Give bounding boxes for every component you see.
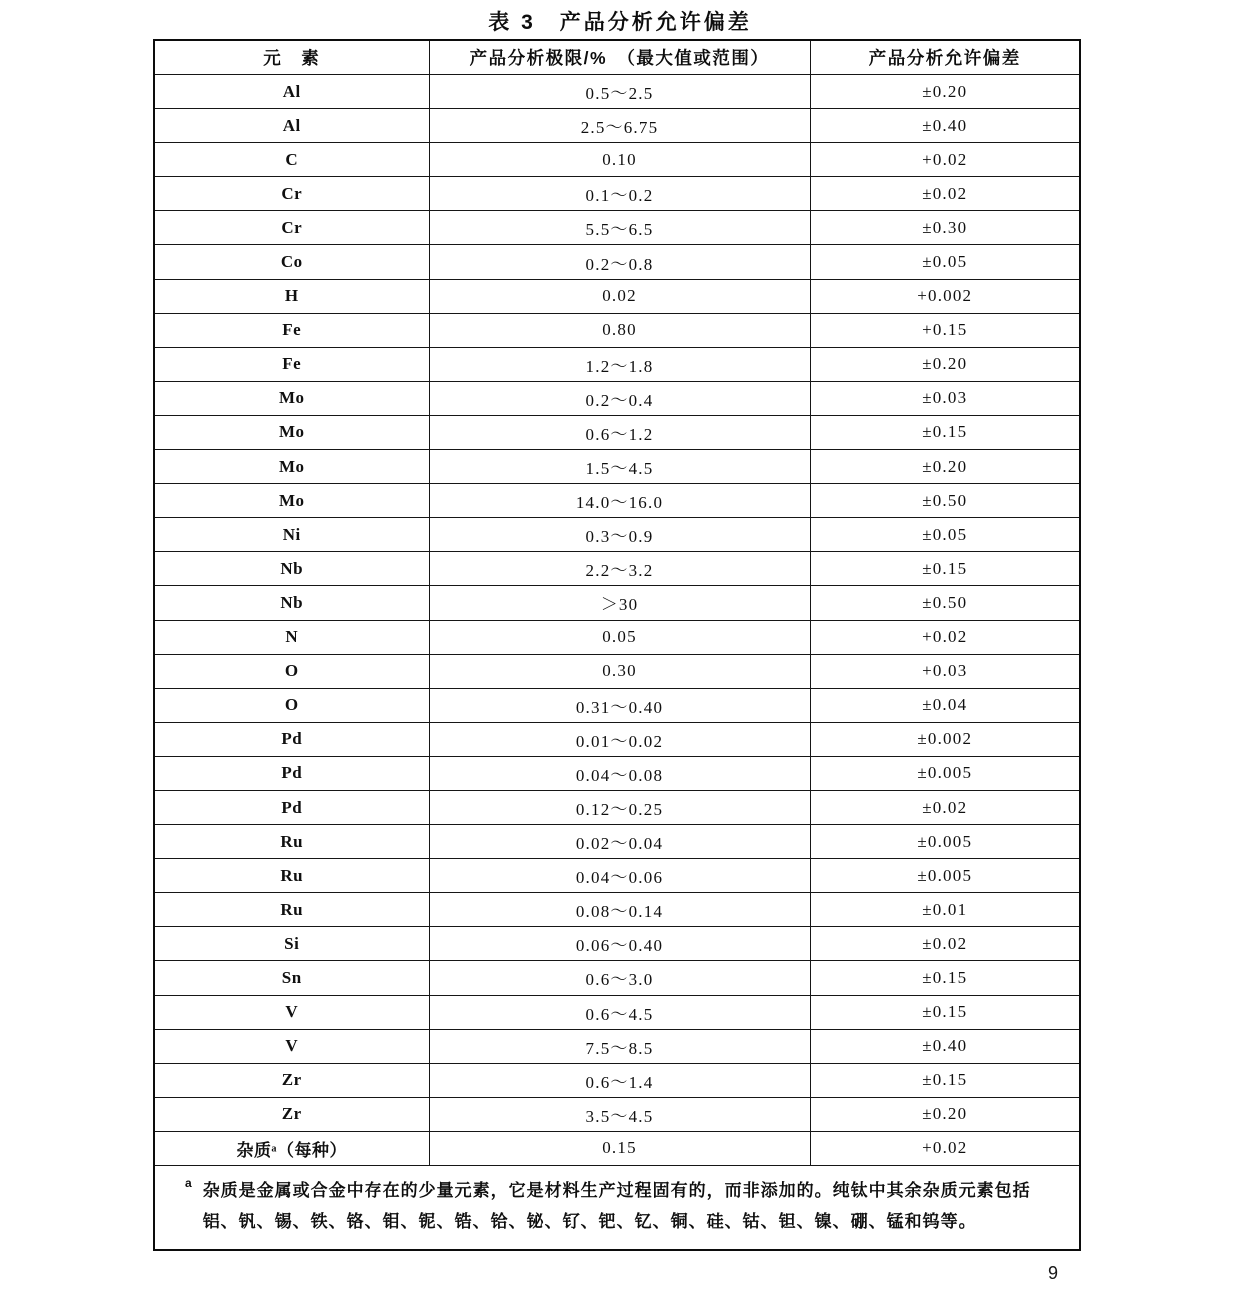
- deviation-cell: +0.02: [810, 143, 1080, 177]
- table-row: [154, 279, 1080, 313]
- deviation-cell: +0.002: [810, 279, 1080, 313]
- deviation-cell: ±0.002: [810, 722, 1080, 756]
- footnote-marker: a: [185, 1176, 193, 1190]
- footnote-cell: [154, 1166, 1080, 1250]
- element-cell: Ru: [154, 893, 429, 927]
- table-row: [154, 211, 1080, 245]
- element-cell: Mo: [154, 450, 429, 484]
- table-row: [154, 1063, 1080, 1097]
- table-row: [154, 995, 1080, 1029]
- element-cell: Pd: [154, 790, 429, 824]
- analysis-table: [153, 39, 1081, 1251]
- deviation-cell: ±0.15: [810, 995, 1080, 1029]
- element-cell: Al: [154, 109, 429, 143]
- table-row: [154, 1131, 1080, 1165]
- limit-cell: 0.01～0.02: [429, 722, 810, 756]
- deviation-cell: ±0.05: [810, 245, 1080, 279]
- table-row: [154, 825, 1080, 859]
- element-cell: Pd: [154, 722, 429, 756]
- table-row: [154, 109, 1080, 143]
- table-row: [154, 620, 1080, 654]
- table-row: [154, 484, 1080, 518]
- deviation-cell: ±0.005: [810, 859, 1080, 893]
- col-header-analysis-limit: 产品分析极限/% （最大值或范围）: [429, 40, 810, 75]
- element-cell: H: [154, 279, 429, 313]
- table-body: [154, 75, 1080, 1166]
- limit-cell: 0.30: [429, 654, 810, 688]
- table-row: [154, 313, 1080, 347]
- element-cell: O: [154, 688, 429, 722]
- table-row: [154, 859, 1080, 893]
- deviation-cell: ±0.02: [810, 790, 1080, 824]
- limit-cell: 5.5～6.5: [429, 211, 810, 245]
- element-cell: Zr: [154, 1097, 429, 1131]
- deviation-cell: +0.03: [810, 654, 1080, 688]
- deviation-cell: ±0.15: [810, 1063, 1080, 1097]
- element-cell: N: [154, 620, 429, 654]
- limit-cell: 0.08～0.14: [429, 893, 810, 927]
- deviation-cell: ±0.15: [810, 415, 1080, 449]
- limit-cell: ＞30: [429, 586, 810, 620]
- element-cell: O: [154, 654, 429, 688]
- table-row: [154, 347, 1080, 381]
- deviation-cell: +0.02: [810, 620, 1080, 654]
- table-row: [154, 756, 1080, 790]
- element-cell: Zr: [154, 1063, 429, 1097]
- limit-cell: 0.6～4.5: [429, 995, 810, 1029]
- element-cell: Cr: [154, 211, 429, 245]
- deviation-cell: ±0.01: [810, 893, 1080, 927]
- table-row: [154, 893, 1080, 927]
- deviation-cell: ±0.02: [810, 177, 1080, 211]
- limit-cell: 0.31～0.40: [429, 688, 810, 722]
- element-cell: Fe: [154, 313, 429, 347]
- deviation-cell: ±0.40: [810, 1029, 1080, 1063]
- limit-cell: 0.2～0.8: [429, 245, 810, 279]
- limit-cell: 2.2～3.2: [429, 552, 810, 586]
- table-row: [154, 927, 1080, 961]
- table-row: [154, 177, 1080, 211]
- deviation-cell: ±0.02: [810, 927, 1080, 961]
- limit-cell: 0.6～1.4: [429, 1063, 810, 1097]
- table-row: [154, 1097, 1080, 1131]
- deviation-cell: ±0.04: [810, 688, 1080, 722]
- limit-cell: 0.15: [429, 1131, 810, 1165]
- limit-cell: 0.10: [429, 143, 810, 177]
- element-cell: Pd: [154, 756, 429, 790]
- deviation-cell: ±0.005: [810, 825, 1080, 859]
- element-cell: Nb: [154, 586, 429, 620]
- deviation-cell: ±0.20: [810, 1097, 1080, 1131]
- element-cell: C: [154, 143, 429, 177]
- element-cell: Mo: [154, 484, 429, 518]
- element-cell: Sn: [154, 961, 429, 995]
- table-row: [154, 143, 1080, 177]
- deviation-cell: ±0.05: [810, 518, 1080, 552]
- element-cell: 杂质ᵃ（每种）: [154, 1131, 429, 1165]
- table-row: [154, 518, 1080, 552]
- limit-cell: 0.02: [429, 279, 810, 313]
- table-row: [154, 961, 1080, 995]
- deviation-cell: ±0.20: [810, 347, 1080, 381]
- element-cell: Ru: [154, 859, 429, 893]
- table-row: [154, 245, 1080, 279]
- element-cell: V: [154, 1029, 429, 1063]
- limit-cell: 0.02～0.04: [429, 825, 810, 859]
- limit-cell: 0.1～0.2: [429, 177, 810, 211]
- deviation-cell: ±0.15: [810, 961, 1080, 995]
- table-row: [154, 415, 1080, 449]
- limit-cell: 0.12～0.25: [429, 790, 810, 824]
- limit-cell: 0.6～1.2: [429, 415, 810, 449]
- element-cell: Co: [154, 245, 429, 279]
- element-cell: Ru: [154, 825, 429, 859]
- deviation-cell: ±0.03: [810, 381, 1080, 415]
- limit-cell: 0.04～0.08: [429, 756, 810, 790]
- table-row: [154, 75, 1080, 109]
- deviation-cell: ±0.40: [810, 109, 1080, 143]
- deviation-cell: ±0.50: [810, 586, 1080, 620]
- header-row: [154, 40, 1080, 75]
- element-cell: Si: [154, 927, 429, 961]
- element-cell: Cr: [154, 177, 429, 211]
- table-title: 表 3 产品分析允许偏差: [488, 11, 752, 34]
- table-row: [154, 586, 1080, 620]
- footnote-row: [154, 1166, 1080, 1250]
- limit-cell: 7.5～8.5: [429, 1029, 810, 1063]
- page-number: 9: [1048, 1263, 1059, 1283]
- limit-cell: 14.0～16.0: [429, 484, 810, 518]
- table-row: [154, 1029, 1080, 1063]
- deviation-cell: +0.15: [810, 313, 1080, 347]
- limit-cell: 0.06～0.40: [429, 927, 810, 961]
- table-footnote: [185, 1175, 1055, 1238]
- element-cell: Mo: [154, 381, 429, 415]
- element-cell: Nb: [154, 552, 429, 586]
- deviation-cell: +0.02: [810, 1131, 1080, 1165]
- limit-cell: 0.6～3.0: [429, 961, 810, 995]
- element-cell: Al: [154, 75, 429, 109]
- limit-cell: 0.3～0.9: [429, 518, 810, 552]
- deviation-cell: ±0.50: [810, 484, 1080, 518]
- element-cell: Fe: [154, 347, 429, 381]
- limit-cell: 0.05: [429, 620, 810, 654]
- table-row: [154, 381, 1080, 415]
- deviation-cell: ±0.30: [810, 211, 1080, 245]
- element-cell: Ni: [154, 518, 429, 552]
- table-row: [154, 654, 1080, 688]
- deviation-cell: ±0.005: [810, 756, 1080, 790]
- limit-cell: 0.5～2.5: [429, 75, 810, 109]
- deviation-cell: ±0.20: [810, 450, 1080, 484]
- limit-cell: 3.5～4.5: [429, 1097, 810, 1131]
- limit-cell: 1.5～4.5: [429, 450, 810, 484]
- col-header-permitted-deviation: 产品分析允许偏差: [810, 40, 1080, 75]
- table-row: [154, 722, 1080, 756]
- limit-cell: 0.80: [429, 313, 810, 347]
- limit-cell: 0.2～0.4: [429, 381, 810, 415]
- limit-cell: 0.04～0.06: [429, 859, 810, 893]
- element-cell: Mo: [154, 415, 429, 449]
- element-cell: V: [154, 995, 429, 1029]
- table-row: [154, 790, 1080, 824]
- limit-cell: 1.2～1.8: [429, 347, 810, 381]
- deviation-cell: ±0.20: [810, 75, 1080, 109]
- table-row: [154, 450, 1080, 484]
- footnote-text: 杂质是金属或合金中存在的少量元素，它是材料生产过程固有的，而非添加的。纯钛中其余杂质元素包括铝、钒、锡、铁、铬、钼、铌、锆、铪、铋、钌、钯、钇、铜、硅、钴、钽、镍、硼、锰和钨等。: [202, 1181, 1031, 1232]
- table-row: [154, 688, 1080, 722]
- table-row: [154, 552, 1080, 586]
- col-header-element: 元 素: [154, 40, 429, 75]
- deviation-cell: ±0.15: [810, 552, 1080, 586]
- limit-cell: 2.5～6.75: [429, 109, 810, 143]
